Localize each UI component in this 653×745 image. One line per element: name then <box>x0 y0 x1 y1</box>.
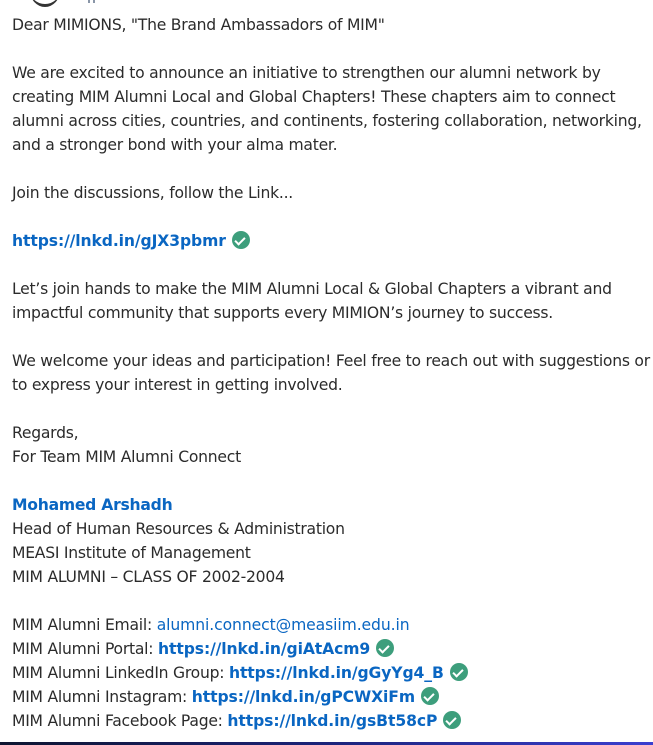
join-text: Join the discussions, follow the Link... <box>12 184 294 202</box>
welcome-line: We welcome your ideas and participation! Feel free to reach out with suggestions or <box>12 352 650 370</box>
greeting: Dear MIMIONS, "The Brand Ambassadors of MIM" <box>12 16 385 34</box>
post-body <box>12 13 652 733</box>
signature-class: MIM ALUMNI – CLASS OF 2002-2004 <box>12 568 285 586</box>
contact-row <box>12 637 652 661</box>
intro-line: alumni across cities, countries, and continents, fostering collaboration, networking, <box>12 112 642 130</box>
hands-line: impactful community that supports every MIMION’s journey to success. <box>12 304 554 322</box>
intro-line: creating MIM Alumni Local and Global Chapters! These chapters aim to connect <box>12 88 616 106</box>
intro-line: and a stronger bond with your alma mater. <box>12 136 338 154</box>
signature-title: Head of Human Resources & Administration <box>12 520 345 538</box>
hands-line: Let’s join hands to make the MIM Alumni Local & Global Chapters a vibrant and <box>12 280 612 298</box>
check-circle-icon <box>376 639 394 657</box>
contact-row <box>12 661 652 685</box>
check-circle-icon <box>443 711 461 729</box>
contact-label: MIM Alumni Email: <box>12 616 157 634</box>
check-circle-icon <box>421 687 439 705</box>
signature-institute: MEASI Institute of Management <box>12 544 251 562</box>
team-line: For Team MIM Alumni Connect <box>12 448 241 466</box>
main-link-row <box>12 229 652 253</box>
contact-label: MIM Alumni Facebook Page: <box>12 712 228 730</box>
contact-label: MIM Alumni LinkedIn Group: <box>12 664 229 682</box>
welcome-line: to express your interest in getting involved. <box>12 376 343 394</box>
intro-line: We are excited to announce an initiative to strengthen our alumni network by <box>12 64 601 82</box>
contact-label: MIM Alumni Instagram: <box>12 688 192 706</box>
contact-instagram-link[interactable]: https://lnkd.in/gPCWXiFm <box>191 688 415 706</box>
contact-email-link[interactable]: alumni.connect@measiim.edu.in <box>156 616 410 634</box>
contact-portal-link[interactable]: https://lnkd.in/giAtAcm9 <box>157 640 371 658</box>
contact-linkedin-link[interactable]: https://lnkd.in/gGyYg4_B <box>228 664 444 682</box>
author-avatar[interactable] <box>30 0 60 7</box>
contact-row <box>12 709 652 733</box>
contact-label: MIM Alumni Portal: <box>12 640 158 658</box>
header-mark <box>88 0 90 3</box>
check-circle-icon <box>232 231 250 249</box>
check-circle-icon <box>450 663 468 681</box>
contact-row <box>12 613 652 637</box>
signature-name[interactable]: Mohamed Arshadh <box>12 496 173 514</box>
header-mark <box>93 0 95 3</box>
regards: Regards, <box>12 424 79 442</box>
contact-row <box>12 685 652 709</box>
main-link[interactable]: https://lnkd.in/gJX3pbmr <box>12 232 226 250</box>
contact-facebook-link[interactable]: https://lnkd.in/gsBt58cP <box>227 712 438 730</box>
